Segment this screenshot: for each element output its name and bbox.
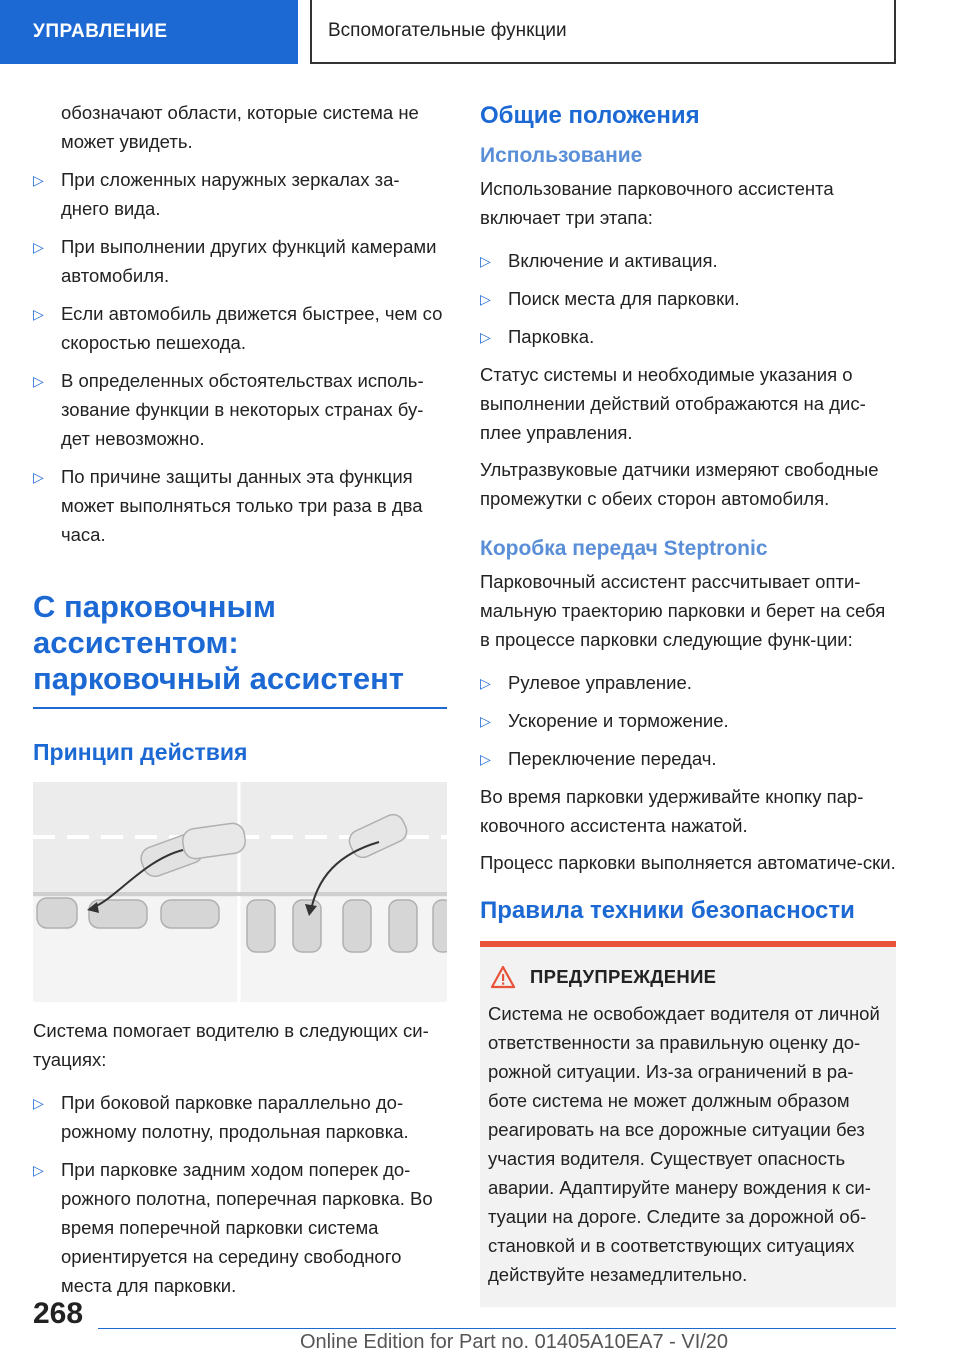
warning-text: Система не освобождает водителя от личной ответственности за правильную оценку до-рожной ситуации. Из-за ограничений в ра-боте система не может должным образом реагировать на все дорожные ситуации без участия водителя. Существует опасность аварии. Адаптируйте манеру вождения к си-туации на дороге. Следите за дорожной об-становкой и в соответствующих ситуациях действуйте незамедлительно. xyxy=(488,1003,880,1285)
button-text: Во время парковки удерживайте кнопку пар-ковочного ассистента нажатой. xyxy=(480,786,864,836)
list-item: ▷ При сложенных наружных зеркалах за-днего вида. xyxy=(33,165,447,223)
triangle-bullet-icon: ▷ xyxy=(33,172,44,188)
triangle-bullet-icon: ▷ xyxy=(480,713,491,729)
situations-list xyxy=(33,1088,447,1300)
triangle-bullet-icon: ▷ xyxy=(33,373,44,389)
chapter-tab: УПРАВЛЕНИЕ xyxy=(0,0,298,64)
triangle-bullet-icon: ▷ xyxy=(480,291,491,307)
usage-steps-list xyxy=(480,246,896,351)
limitations-list xyxy=(33,165,447,549)
steptronic-text: Парковочный ассистент рассчитывает опти-мальную траекторию парковки и берет на себя в процессе парковки следующие функ-ции: xyxy=(480,571,886,650)
list-item: ▷ Поиск места для парковки. xyxy=(480,284,896,313)
list-item: ▷ Рулевое управление. xyxy=(480,668,896,697)
list-item: ▷ Парковка. xyxy=(480,322,896,351)
parking-illustration xyxy=(33,782,447,1002)
footer-divider xyxy=(98,1328,896,1329)
list-item: ▷ Переключение передач. xyxy=(480,744,896,773)
triangle-bullet-icon: ▷ xyxy=(480,675,491,691)
safety-heading: Правила техники безопасности xyxy=(480,897,855,924)
footer-edition: Online Edition for Part no. 01405A10EA7 - VI/20 xyxy=(300,1331,729,1353)
section-title: Вспомогательные функции xyxy=(310,0,896,64)
triangle-bullet-icon: ▷ xyxy=(33,306,44,322)
right-column xyxy=(480,98,896,1307)
page-number: 268 xyxy=(33,1297,84,1330)
functions-list xyxy=(480,668,896,773)
warning-header xyxy=(488,965,886,989)
triangle-bullet-icon: ▷ xyxy=(33,1095,44,1111)
warning-triangle-icon xyxy=(490,965,516,989)
general-heading: Общие положения xyxy=(480,102,700,129)
list-item: ▷ При выполнении других функций камерами автомобиля. xyxy=(33,232,447,290)
list-item: ▷ Ускорение и торможение. xyxy=(480,706,896,735)
triangle-bullet-icon: ▷ xyxy=(33,469,44,485)
triangle-bullet-icon: ▷ xyxy=(480,751,491,767)
triangle-bullet-icon: ▷ xyxy=(33,239,44,255)
principle-heading: Принцип действия xyxy=(33,739,248,765)
triangle-bullet-icon: ▷ xyxy=(480,253,491,269)
warning-box xyxy=(480,941,896,1307)
figure-description: Система помогает водителю в следующих си-туациях: xyxy=(33,1020,429,1070)
left-column xyxy=(33,98,447,1309)
list-item-continuation: обозначают области, которые система не может увидеть. xyxy=(61,102,419,152)
list-item: ▷ По причине защиты данных эта функция может выполняться только три раза в два часа. xyxy=(33,462,447,549)
chapter-heading: С парковочным ассистентом: парковочный ассистент xyxy=(33,589,447,709)
triangle-bullet-icon: ▷ xyxy=(480,329,491,345)
list-item: ▷ Включение и активация. xyxy=(480,246,896,275)
list-item: ▷ В определенных обстоятельствах исполь-зование функции в некоторых странах бу-дет невозможно. xyxy=(33,366,447,453)
usage-heading: Использование xyxy=(480,144,643,167)
list-item: ▷ Если автомобиль движется быстрее, чем со скоростью пешехода. xyxy=(33,299,447,357)
status-text: Статус системы и необходимые указания о выполнении действий отображаются на дис-плее управления. xyxy=(480,364,866,443)
steptronic-heading: Коробка передач Steptronic xyxy=(480,537,768,560)
sensors-text: Ультразвуковые датчики измеряют свободные промежутки с обеих сторон автомобиля. xyxy=(480,459,879,509)
warning-title: ПРЕДУПРЕЖДЕНИЕ xyxy=(530,966,717,987)
usage-text: Использование парковочного ассистента включает три этапа: xyxy=(480,178,834,228)
list-item: ▷ При боковой парковке параллельно до-рожному полотну, продольная парковка. xyxy=(33,1088,447,1146)
list-item: ▷ При парковке задним ходом поперек до-рожного полотна, поперечная парковка. Во время поперечной парковки система ориентируется на середину свободного места для парковки. xyxy=(33,1155,447,1300)
auto-text: Процесс парковки выполняется автоматиче-ски. xyxy=(480,852,896,873)
triangle-bullet-icon: ▷ xyxy=(33,1162,44,1178)
